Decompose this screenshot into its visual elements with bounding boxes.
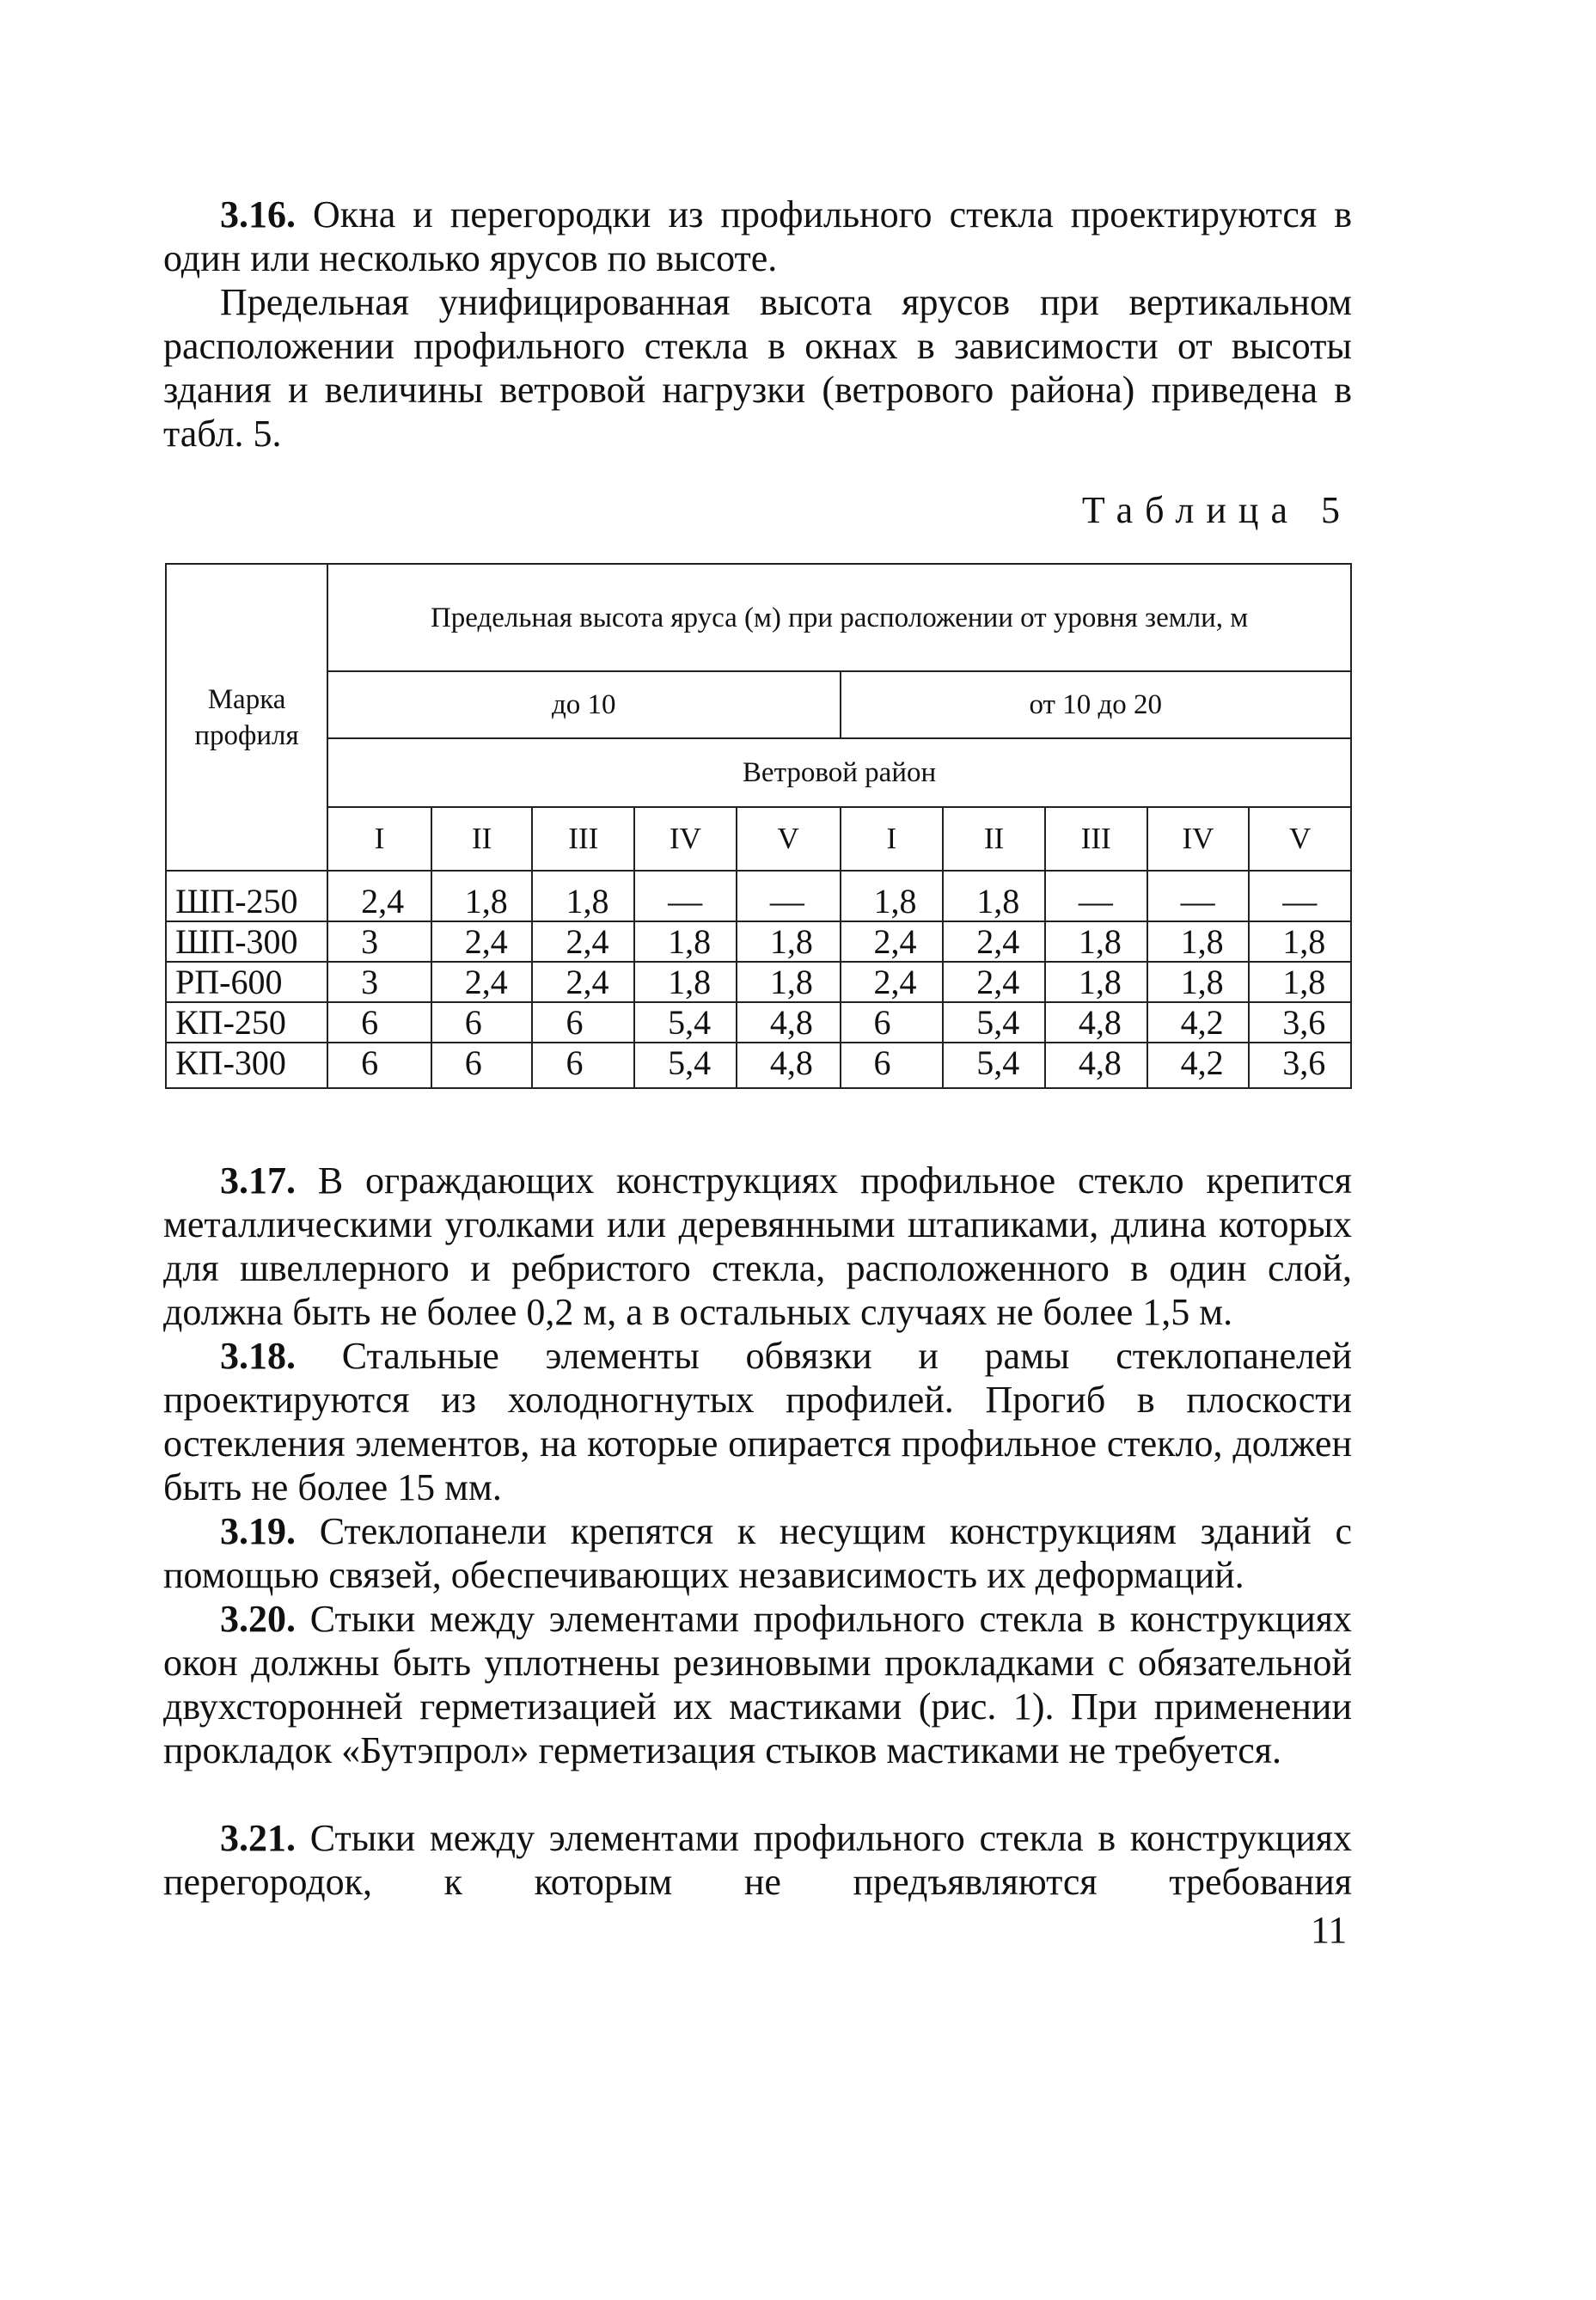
paragraph-3-17 <box>163 1159 1352 1334</box>
value-cell: 1,8 <box>737 921 841 962</box>
district-cell: I <box>327 807 431 871</box>
paragraph-text: Окна и перегородки из профильного стекла проектируются в один или несколько ярусов по высоте. <box>163 193 1352 279</box>
value-cell: 3,6 <box>1249 1002 1351 1043</box>
value-cell: 2,4 <box>532 962 634 1002</box>
district-cell: IV <box>1147 807 1250 871</box>
value-cell: 5,4 <box>634 1043 737 1088</box>
district-cell: II <box>431 807 533 871</box>
district-cell: II <box>943 807 1045 871</box>
value-cell: 5,4 <box>943 1043 1045 1088</box>
clause-number: 3.20. <box>220 1598 296 1640</box>
value-cell: 6 <box>431 1002 533 1043</box>
district-cell: V <box>737 807 841 871</box>
profile-mark-cell: КП-250 <box>166 1002 327 1043</box>
group-header-2: от 10 до 20 <box>841 671 1352 738</box>
profile-mark-cell: КП-300 <box>166 1043 327 1088</box>
paragraph-3-16 <box>163 193 1352 280</box>
value-cell: 3,6 <box>1249 1043 1351 1088</box>
paragraph-text: Предельная унифицированная высота ярусов при вертикальном расположении профильного стекла в окнах в зависимости от высоты здания и величины ветровой нагрузки (ветрового района) приведена в табл. 5. <box>163 281 1352 455</box>
district-cell: V <box>1249 807 1351 871</box>
page-number: 11 <box>1311 1909 1348 1951</box>
value-cell: 1,8 <box>532 871 634 921</box>
district-cell: IV <box>634 807 737 871</box>
value-cell: 2,4 <box>841 962 944 1002</box>
profile-mark-cell: ШП-250 <box>166 871 327 921</box>
paragraph-3-20 <box>163 1597 1352 1772</box>
value-cell: 5,4 <box>634 1002 737 1043</box>
value-cell: 4,8 <box>1045 1043 1147 1088</box>
value-cell: — <box>1249 871 1351 921</box>
value-cell: 6 <box>327 1043 431 1088</box>
table-row <box>166 921 1351 962</box>
paragraph-3-19 <box>163 1509 1352 1597</box>
profile-mark-cell: РП-600 <box>166 962 327 1002</box>
value-cell: — <box>1045 871 1147 921</box>
profile-mark-cell: ШП-300 <box>166 921 327 962</box>
value-cell: 1,8 <box>841 871 944 921</box>
paragraph-text: Стальные элементы обвязки и рамы стеклопанелей проектируются из холодногнутых профилей. Прогиб в плоскости остекления элементов, на которые опирается профильное стекло, должен быть не более 15 мм. <box>163 1335 1352 1508</box>
value-cell: 4,2 <box>1147 1043 1250 1088</box>
value-cell: 6 <box>327 1002 431 1043</box>
district-row <box>166 807 1351 871</box>
value-cell: 2,4 <box>431 962 533 1002</box>
district-cell: III <box>532 807 634 871</box>
value-cell: 1,8 <box>634 962 737 1002</box>
value-cell: 6 <box>431 1043 533 1088</box>
district-cell: I <box>841 807 944 871</box>
header-main: Предельная высота яруса (м) при расположении от уровня земли, м <box>327 564 1351 671</box>
value-cell: 2,4 <box>431 921 533 962</box>
paragraph-3-21 <box>163 1816 1352 1904</box>
value-cell: 1,8 <box>1249 962 1351 1002</box>
value-cell: 3 <box>327 962 431 1002</box>
group-header-1: до 10 <box>327 671 840 738</box>
paragraph-text: Стыки между элементами профильного стекла в конструкциях перегородок, к которым не предъявляются требования <box>163 1817 1352 1903</box>
value-cell: 1,8 <box>1147 962 1250 1002</box>
value-cell: 2,4 <box>327 871 431 921</box>
paragraph-text: Стыки между элементами профильного стекла в конструкциях окон должны быть уплотнены резиновыми прокладками с обязательной двухсторонней герметизацией их мастиками (рис. 1). При применении прокладок «Бутэпрол» герметизация стыков мастиками не требуется. <box>163 1598 1352 1771</box>
value-cell: 1,8 <box>431 871 533 921</box>
paragraph-text: Стеклопанели крепятся к несущим конструкциям зданий с помощью связей, обеспечивающих независимость их деформаций. <box>163 1510 1352 1596</box>
table-row <box>166 1002 1351 1043</box>
table-5 <box>165 563 1352 1089</box>
value-cell: 2,4 <box>943 921 1045 962</box>
value-cell: 4,2 <box>1147 1002 1250 1043</box>
value-cell: 1,8 <box>1045 962 1147 1002</box>
paragraph-3-18 <box>163 1334 1352 1509</box>
value-cell: 2,4 <box>943 962 1045 1002</box>
value-cell: 4,8 <box>1045 1002 1147 1043</box>
clause-number: 3.21. <box>220 1817 296 1859</box>
clause-number: 3.18. <box>220 1335 296 1377</box>
value-cell: 1,8 <box>1249 921 1351 962</box>
table-row <box>166 962 1351 1002</box>
value-cell: 1,8 <box>737 962 841 1002</box>
value-cell: 1,8 <box>1147 921 1250 962</box>
value-cell: 4,8 <box>737 1002 841 1043</box>
value-cell: 1,8 <box>1045 921 1147 962</box>
header-mark: Марка профиля <box>166 564 327 871</box>
value-cell: 6 <box>532 1043 634 1088</box>
paragraph-text: В ограждающих конструкциях профильное стекло крепится металлическими уголками или деревянными штапиками, длина которых для швеллерного и ребристого стекла, расположенного в один слой, должна быть не более 0,2 м, а в остальных случаях не более 1,5 м. <box>163 1159 1352 1333</box>
value-cell: 6 <box>841 1043 944 1088</box>
value-cell: 1,8 <box>634 921 737 962</box>
value-cell: 2,4 <box>841 921 944 962</box>
value-cell: — <box>1147 871 1250 921</box>
value-cell: — <box>737 871 841 921</box>
table-row <box>166 871 1351 921</box>
clause-number: 3.16. <box>220 193 296 236</box>
value-cell: 3 <box>327 921 431 962</box>
clause-number: 3.17. <box>220 1159 296 1202</box>
value-cell: 1,8 <box>943 871 1045 921</box>
paragraph-table-intro <box>163 280 1352 456</box>
value-cell: 4,8 <box>737 1043 841 1088</box>
table-row <box>166 1043 1351 1088</box>
clause-number: 3.19. <box>220 1510 296 1552</box>
table-body <box>166 871 1351 1088</box>
value-cell: 6 <box>532 1002 634 1043</box>
value-cell: 6 <box>841 1002 944 1043</box>
wind-header: Ветровой район <box>327 738 1351 807</box>
table-caption: Таблица 5 <box>1081 489 1352 531</box>
district-cell: III <box>1045 807 1147 871</box>
value-cell: — <box>634 871 737 921</box>
value-cell: 2,4 <box>532 921 634 962</box>
value-cell: 5,4 <box>943 1002 1045 1043</box>
